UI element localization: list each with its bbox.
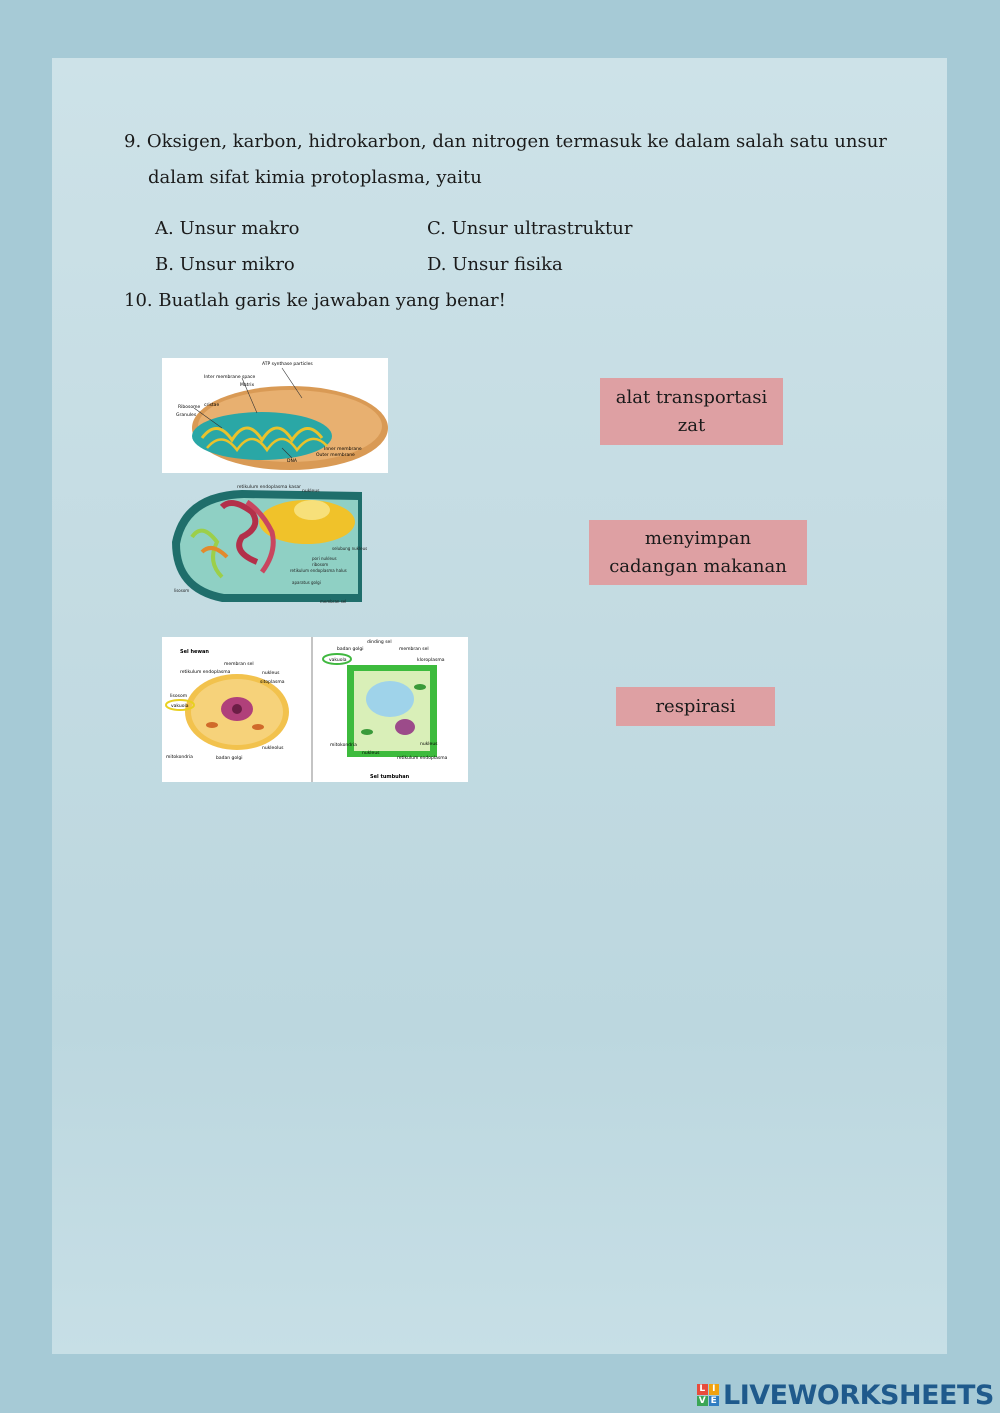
option-a[interactable]: A. Unsur makro — [155, 218, 300, 239]
mitochondria-image[interactable] — [162, 358, 388, 473]
mito-label-1: Inter membrane space — [204, 375, 256, 380]
answer-card-transport-line1: alat transportasi — [615, 386, 768, 408]
plant-cell-title: Sel tumbuhan — [370, 774, 410, 780]
er-label-5: retikulum endoplasma halus — [290, 568, 347, 573]
animal-label-4: lisosom — [170, 694, 188, 699]
er-label-2: selubung nukleus — [332, 546, 368, 551]
mito-label-7: Inner membrane — [324, 447, 362, 452]
plant-label-1: badan golgi — [337, 647, 364, 652]
plant-label-5: mitokondria — [330, 743, 357, 748]
animal-label-5: vakuola — [171, 704, 189, 709]
animal-cell-title: Sel hewan — [180, 649, 209, 655]
option-d[interactable]: D. Unsur fisika — [427, 254, 563, 275]
plant-label-6: nukleus — [362, 751, 380, 756]
mito-label-2: Matrix — [240, 383, 255, 388]
option-b[interactable]: B. Unsur mikro — [155, 254, 295, 275]
plant-label-4: kloroplasma — [417, 658, 445, 663]
plant-label-7: nukleus — [420, 742, 438, 747]
er-label-1: nukleus — [302, 489, 320, 494]
animal-label-1: membran sel — [224, 662, 254, 667]
animal-label-8: nukleolus — [262, 746, 284, 751]
er-label-8: lisosom — [174, 588, 190, 593]
animal-label-6: mitokondria — [166, 755, 193, 760]
er-label-7: membran sel — [320, 599, 347, 604]
mitochondria-diagram — [162, 358, 388, 473]
answer-card-storage-line2: cadangan makanan — [609, 555, 787, 577]
animal-label-3: sitoplasma — [260, 680, 285, 685]
plant-label-0: dinding sel — [367, 640, 392, 645]
liveworksheets-logo[interactable] — [697, 1378, 994, 1412]
question-9-text-line2: dalam sifat kimia protoplasma, yaitu — [148, 167, 482, 188]
mito-label-4: Granules — [176, 413, 197, 418]
answer-card-transport-text — [616, 384, 768, 440]
liveworksheets-wordmark: LIVEWORKSHEETS — [723, 1379, 994, 1411]
answer-card-transport-line2: zat — [677, 414, 706, 436]
answer-card-respiration[interactable] — [616, 687, 775, 726]
animal-plant-cell-image[interactable] — [162, 637, 468, 782]
animal-plant-cell-diagram — [162, 637, 468, 782]
mito-label-8: Outer membrane — [316, 453, 355, 458]
option-c[interactable]: C. Unsur ultrastruktur — [427, 218, 633, 239]
er-label-4: ribosom — [312, 562, 329, 567]
mito-label-5: cristae — [204, 403, 220, 408]
animal-label-0: retikulum endoplasma — [180, 670, 231, 675]
question-9-text-line1: 9. Oksigen, karbon, hidrokarbon, dan nitrogen termasuk ke dalam salah satu unsur — [124, 131, 887, 152]
animal-label-2: nukleus — [262, 671, 280, 676]
plant-label-3: vakuola — [329, 658, 347, 663]
mito-label-6: DNA — [287, 459, 297, 464]
liveworksheets-logo-icon: L I V E — [697, 1384, 719, 1406]
plant-label-8: retikulum endoplasma — [397, 756, 448, 761]
endoplasmic-reticulum-diagram — [162, 482, 382, 607]
er-label-6: aparatus golgi — [292, 580, 321, 585]
answer-card-storage-text — [609, 525, 787, 581]
mito-label-3: Ribosome — [178, 405, 201, 410]
answer-card-transport[interactable] — [600, 378, 783, 445]
er-label-3: pori nukleus — [312, 556, 337, 561]
answer-card-storage[interactable] — [589, 520, 807, 585]
answer-card-respiration-text: respirasi — [655, 695, 736, 717]
answer-card-storage-line1: menyimpan — [644, 527, 752, 549]
question-10-prompt: 10. Buatlah garis ke jawaban yang benar! — [124, 290, 506, 311]
plant-label-2: membran sel — [399, 647, 429, 652]
mito-label-0: ATP synthase particles — [262, 362, 313, 367]
endoplasmic-reticulum-image[interactable] — [162, 482, 382, 607]
animal-label-7: badan golgi — [216, 756, 243, 761]
er-label-0: retikulum endoplasma kasar — [237, 485, 302, 490]
